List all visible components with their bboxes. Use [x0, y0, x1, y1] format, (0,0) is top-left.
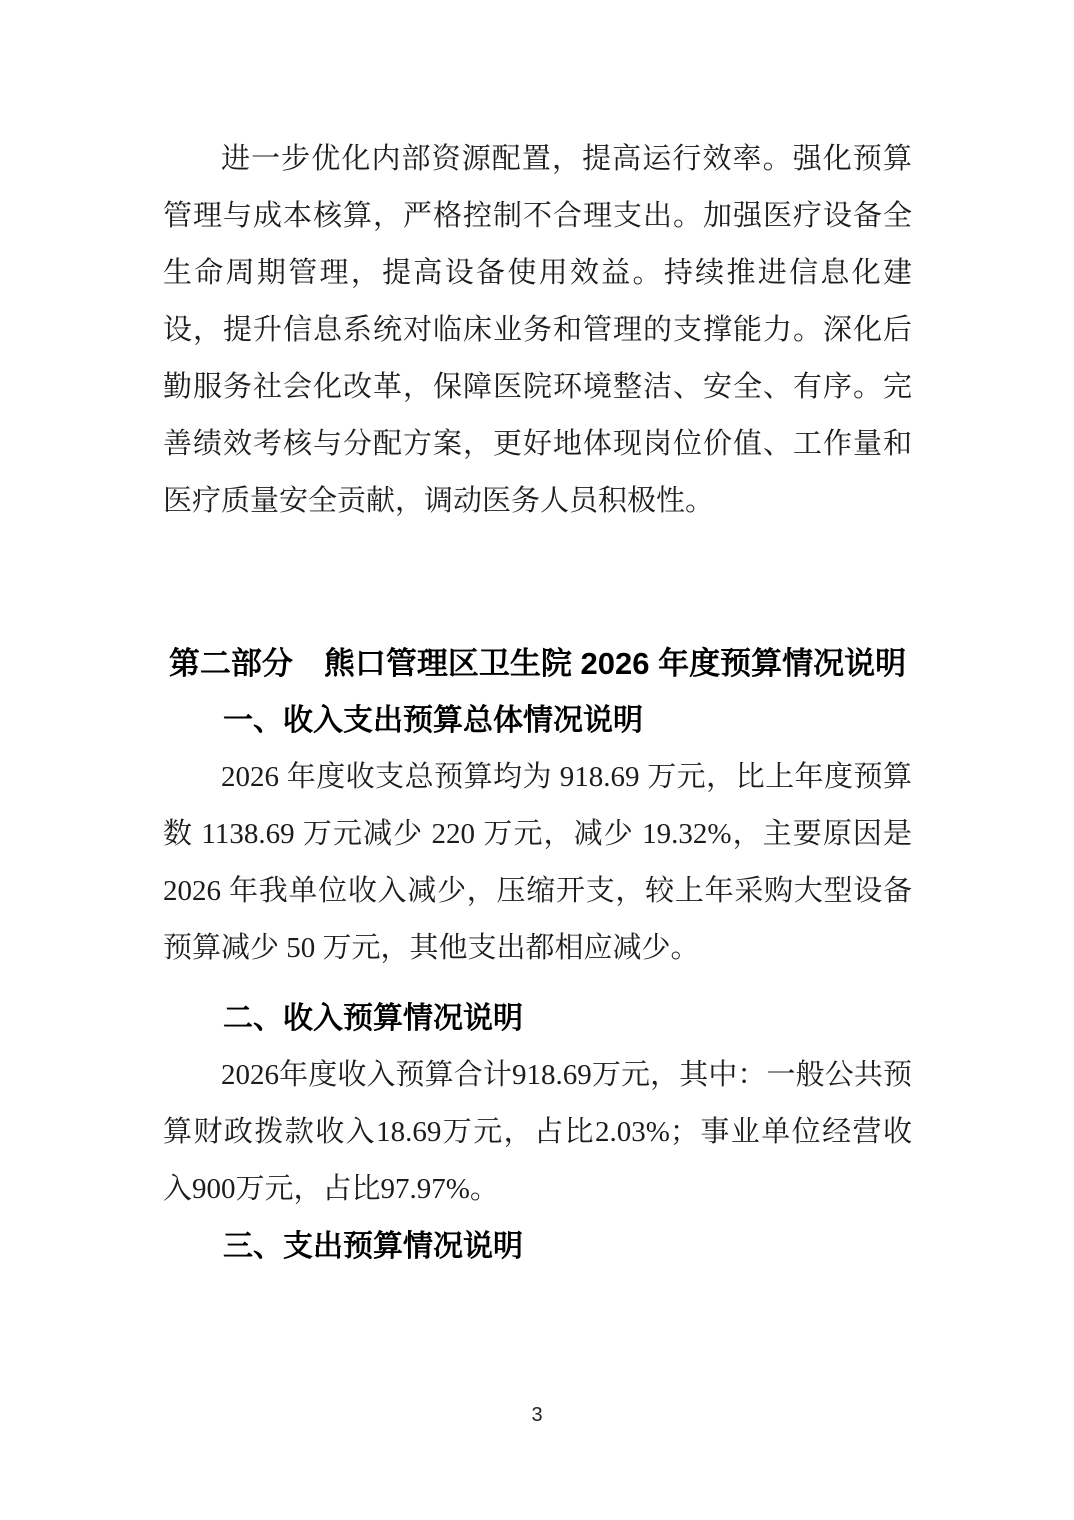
section-heading-income-budget: 二、收入预算情况说明: [223, 1002, 523, 1035]
intro-paragraph: 进一步优化内部资源配置，提高运行效率。强化预算管理与成本核算，严格控制不合理支出。加强医疗设备全生命周期管理，提高设备使用效益。持续推进信息化建设，提升信息系统对临床业务和管理的支撑能力。深化后勤服务社会化改革，保障医院环境整洁、安全、有序。完善绩效考核与分配方案，更好地体现岗位价值、工作量和医疗质量安全贡献，调动医务人员积极性。: [163, 143, 912, 517]
section-body-income-expense-overview: 2026 年度收支总预算均为 918.69 万元，比上年度预算数 1138.69 万元减少 220 万元，减少 19.32%，主要原因是 2026 年我单位收入减少，压缩开支，较上年采购大型设备预算减少 50 万元，其他支出都相应减少。: [163, 761, 912, 964]
section-heading-income-expense-overview: 一、收入支出预算总体情况说明: [223, 704, 643, 737]
document-content: [163, 131, 912, 1275]
part-two-title: 第二部分 熊口管理区卫生院 2026 年度预算情况说明: [168, 646, 907, 681]
section-body-income-budget: 2026年度收入预算合计918.69万元，其中：一般公共预算财政拨款收入18.69万元，占比2.03%；事业单位经营收入900万元，占比97.97%。: [163, 1059, 912, 1205]
section-heading-expense-budget: 三、支出预算情况说明: [223, 1230, 523, 1263]
page-number: 3: [531, 1404, 543, 1426]
